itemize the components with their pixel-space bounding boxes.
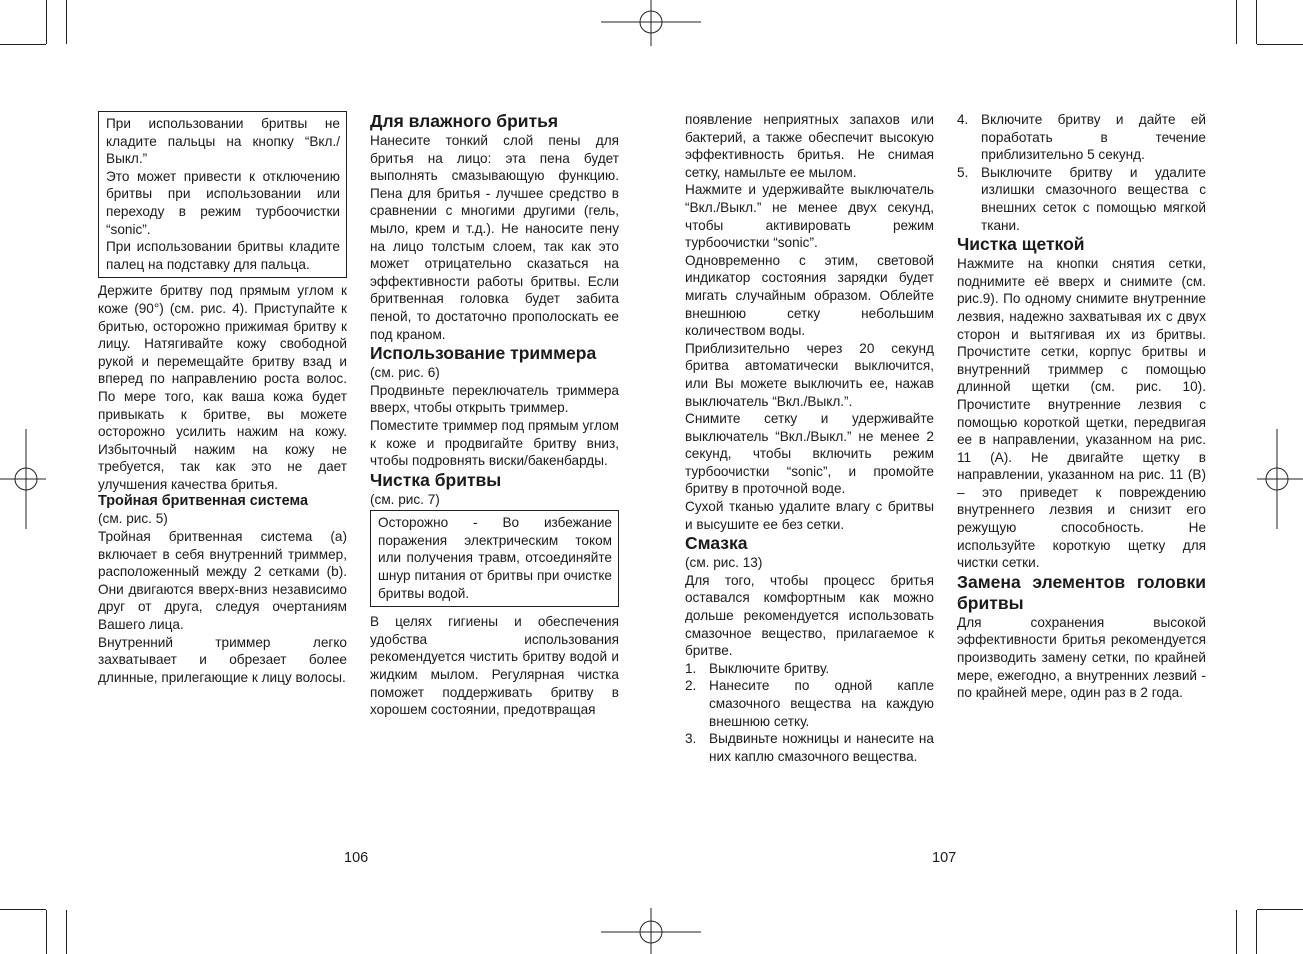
caution-box — [370, 510, 619, 607]
replacement-text: Для сохранения высокой эффективности бритья рекомендуется производить замену сетки, по крайней мере, ежегодно, а внутренних лезвий - по крайней мере, один раз в 2 года. — [957, 614, 1206, 701]
cleaning-continued-3: Одновременно с этим, световой индикатор состояния зарядки будет мигать случайным образом. Облейте внешнюю сетку небольшим количеством воды. — [685, 252, 934, 339]
column-1 — [98, 111, 347, 686]
intro-paragraph: Держите бритву под прямым углом к коже (90°) (см. рис. 4). Приступайте к бритью, осторожно прижимая бритву к лицу. Натягивайте кожу свободной рукой и перемещайте бритву взад и вперед по направлению роста волос. По мере того, как ваша кожа будет привыкать к бритве, вы можете осторожно усилить нажим на кожу. Избыточный нажим на кожу не требуется, так как это не дает улучшения качества бритья. — [98, 283, 347, 492]
step-text: Выключите бритву. — [709, 660, 830, 676]
lubrication-text: Для того, чтобы процесс бритья оставался комфортным как можно дольше рекомендуется использовать смазочное вещество, прилагаемое к бритве. — [685, 572, 934, 659]
brush-cleaning-heading: Чистка щеткой — [957, 234, 1085, 255]
crop-mark — [46, 0, 47, 44]
crop-mark — [0, 909, 46, 910]
step-number: 5. — [957, 164, 969, 180]
triple-system-heading: Тройная бритвенная система — [98, 493, 308, 510]
crop-mark — [46, 910, 47, 954]
page-number-left: 106 — [344, 850, 369, 866]
crop-mark — [1257, 44, 1303, 45]
step-number: 2. — [685, 678, 697, 694]
list-item — [957, 164, 1206, 234]
crop-mark — [1236, 910, 1237, 954]
crop-mark — [66, 0, 67, 44]
list-item — [685, 677, 934, 730]
crop-mark — [1257, 909, 1303, 910]
trimmer-heading: Использование триммера — [370, 343, 597, 364]
cleaning-continued-6: Сухой тканью удалите влагу с бритвы и высушите ее без сетки. — [685, 499, 934, 532]
warning-line-1: При использовании бритвы не кладите пальцы на кнопку “Вкл./Выкл.” — [106, 116, 340, 167]
triple-system-text-1: Тройная бритвенная система (a) включает в себя внутренний триммер, расположенный между 2 сетками (b). Они двигаются вверх-вниз независимо друг от друга, следуя очертаниям Вашего лица. — [98, 529, 347, 633]
list-item — [685, 730, 934, 765]
cleaning-continued-4: Приблизительно через 20 секунд бритва автоматически выключится, или Вы можете выключить ее, нажав выключатель “Вкл./Выкл.”. — [685, 340, 934, 409]
registration-mark-right — [1253, 429, 1303, 529]
wet-shaving-text: Нанесите тонкий слой пены для бритья на лицо: эта пена будет выполнять смазывающую функцию. Пена для бритья - лучшее средство в сравнении с многими другими (гель, мыло, крем и т.д.). Не наносите пену на лицо толстым слоем, так как это может отрицательно сказаться на эффективности работы бритвы. Если бритвенная головка будет забита пеной, то достаточно прополоскать ее под краном. — [370, 133, 619, 342]
replacement-heading: Замена элементов головки бритвы — [957, 571, 1206, 613]
column-4 — [957, 111, 1206, 702]
triple-system-text-2: Внутренний триммер легко захватывает и обрезает более длинные, прилегающие к лицу волосы. — [98, 634, 347, 685]
cleaning-continued-1: появление неприятных запахов или бактерий, а также обеспечит высокую эффективность бритья. Не снимая сетку, намыльте ее мылом. — [685, 112, 934, 180]
column-3 — [685, 111, 934, 765]
list-item — [957, 111, 1206, 164]
step-number: 1. — [685, 660, 697, 676]
cleaning-continued-2: Нажмите и удерживайте выключатель “Вкл./Выкл.” не менее двух секунд, чтобы активировать режим турбоочистки “sonic”. — [685, 182, 934, 251]
warning-line-3: При использовании бритвы кладите палец на подставку для пальца. — [106, 239, 340, 272]
warning-line-2: Это может привести к отключению бритвы при использовании или переходу в режим турбоочистки “sonic”. — [106, 168, 340, 237]
brush-cleaning-text: Нажмите на кнопки снятия сетки, поднимите её вверх и снимите (см. рис.9). По одному снимите внутренние лезвия, надежно захватывая их с двух сторон и вытягивая их из бритвы. Прочистите сетки, корпус бритвы и внутренний триммер с помощью длинной щетки (см. рис. 10). Прочистите внутренние лезвия с помощью короткой щетки, передвигая ее в направлении, указанном на рис. 11 (A). Не двигайте щетку в направлении, указанном на рис. 11 (B) – это приведет к повреждению внутреннего лезвия и снизит его режущую способность. Не используйте короткую щетку для чистки сетки. — [957, 256, 1206, 571]
crop-mark — [66, 910, 67, 954]
warning-box — [98, 111, 347, 278]
lubrication-steps — [685, 660, 934, 766]
step-text: Включите бритву и дайте ей поработать в течение приблизительно 5 секунд. — [981, 112, 1206, 163]
trimmer-ref: (см. рис. 6) — [370, 365, 440, 381]
cleaning-ref: (см. рис. 7) — [370, 491, 440, 507]
triple-system-ref: (см. рис. 5) — [98, 511, 168, 527]
crop-mark — [1256, 910, 1257, 954]
crop-mark — [1236, 0, 1237, 44]
crop-mark — [0, 44, 46, 45]
lubrication-heading: Смазка — [685, 533, 748, 554]
registration-mark-left — [0, 429, 50, 529]
page-number-right: 107 — [932, 850, 957, 866]
crop-mark — [1256, 0, 1257, 44]
trimmer-text-2: Поместите триммер под прямым углом к коже и продвигайте бритву вниз, чтобы подровнять виски/бакенбарды. — [370, 417, 619, 469]
cleaning-heading: Чистка бритвы — [370, 469, 502, 490]
registration-mark-bottom — [601, 904, 701, 954]
step-text: Выдвиньте ножницы и нанесите на них каплю смазочного вещества. — [709, 731, 934, 764]
lubrication-ref: (см. рис. 13) — [685, 555, 763, 571]
registration-mark-top — [601, 0, 701, 50]
step-text: Нанесите по одной капле смазочного вещества на каждую внешнюю сетку. — [709, 678, 934, 729]
cleaning-text: В целях гигиены и обеспечения удобства использования рекомендуется чистить бритву водой и жидким мылом. Регулярная чистка поможет поддерживать бритву в хорошем состоянии, предотвращая — [370, 614, 619, 718]
list-item — [685, 660, 934, 678]
caution-text: Осторожно - Во избежание поражения электрическим током или получения травм, отсоединяйте шнур питания от бритвы при очистке бритвы водой. — [378, 515, 612, 601]
column-2 — [370, 111, 619, 719]
step-text: Выключите бритву и удалите излишки смазочного вещества с внешних сеток с помощью мягкой ткани. — [981, 164, 1206, 233]
step-number: 3. — [685, 731, 697, 747]
lubrication-steps-continued — [957, 111, 1206, 234]
trimmer-text-1: Продвиньте переключатель триммера вверх, чтобы открыть триммер. — [370, 382, 619, 416]
cleaning-continued-5: Снимите сетку и удерживайте выключатель “Вкл./Выкл.” не менее 2 секунд, чтобы включить режим турбоочистки “sonic”, и промойте бритву в проточной воде. — [685, 411, 934, 497]
step-number: 4. — [957, 112, 969, 127]
wet-shaving-heading: Для влажного бритья — [370, 111, 559, 131]
